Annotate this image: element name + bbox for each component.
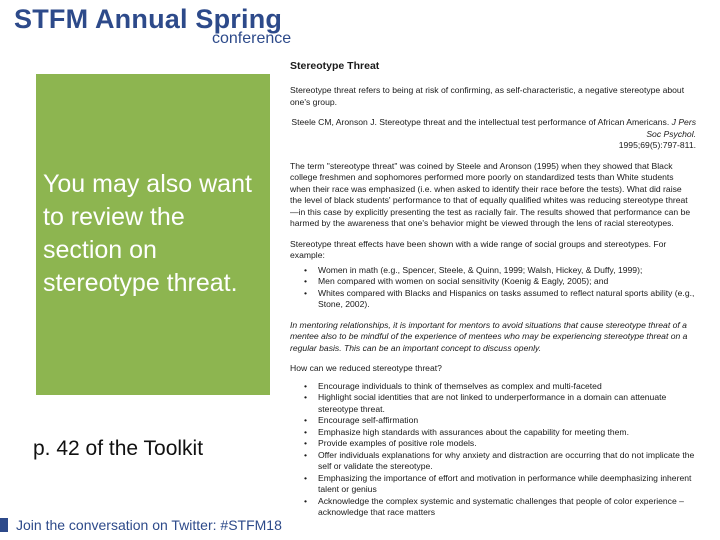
- list-item: • Emphasize high standards with assurances about the capability for meeting them.: [318, 427, 696, 439]
- list-item: • Offer individuals explanations for why anxiety and distraction are occurring that do not implicate the self or validate the stereotype.: [318, 450, 696, 473]
- citation: [290, 117, 696, 152]
- definition-paragraph: Stereotype threat refers to being at risk of confirming, as self-characteristic, a negative stereotype about one's group.: [290, 85, 685, 107]
- footer: [0, 516, 300, 536]
- reduce-question: How can we reduced stereotype threat?: [290, 363, 442, 373]
- effects-list: [290, 265, 696, 311]
- conference-logo: [14, 4, 304, 48]
- list-item: • Encourage self-affirmation: [318, 415, 696, 427]
- list-item: • Acknowledge the complex systemic and systematic challenges that people of color experience – acknowledge that race matters: [318, 496, 696, 519]
- citation-text: Steele CM, Aronson J. Stereotype threat and the intellectual test performance of African Americans.: [291, 117, 672, 127]
- origin-paragraph: The term "stereotype threat" was coined by Steele and Aronson (1995) when they showed that Black college freshmen and sophomores performed more poorly on standardized tests than White students when their race was emphasized (i.e. when asked to identify their race before the tests). What did raise the level of black students' performance to that of equally qualified whites was reducing stereotype threat—in this case by explicitly presenting the test as racially fair. The results showed that performance can be harmed by the awareness that one's behavior might be viewed through the lens of racial stereotypes.: [290, 160, 691, 228]
- twitter-hashtag: Join the conversation on Twitter: #STFM18: [16, 517, 282, 533]
- toolkit-page-reference: p. 42 of the Toolkit: [33, 437, 204, 460]
- citation-journal: J Pers Soc Psychol.: [646, 117, 696, 139]
- document-title: Stereotype Threat: [290, 60, 380, 72]
- strategies-list: [290, 381, 696, 519]
- logo-subtitle: conference: [212, 30, 292, 47]
- list-item: • Provide examples of positive role models.: [318, 438, 696, 450]
- list-item: • Men compared with women on social sensitivity (Koenig & Eagly, 2005); and: [318, 276, 696, 288]
- callout-text: You may also want to review the section on stereotype threat.: [43, 170, 252, 297]
- list-item: • Women in math (e.g., Spencer, Steele, & Quinn, 1999; Walsh, Hickey, & Duffy, 1999);: [318, 265, 696, 277]
- list-item: • Highlight social identities that are not linked to underperformance in a domain can attenuate stereotype threat.: [318, 392, 696, 415]
- list-item: • Emphasizing the importance of effort and motivation in performance while deemphasizing inherent talent or genius: [318, 473, 696, 496]
- document-excerpt: [282, 56, 712, 532]
- mentoring-paragraph: In mentoring relationships, it is important for mentors to avoid situations that cause stereotype threat of a mentee also to be mindful of the experience of mentees who may be experiencing stereotype threat on a regular basis. This can be an important concept to discuss openly.: [290, 319, 688, 353]
- list-item: • Encourage individuals to think of themselves as complex and multi-faceted: [318, 381, 696, 393]
- logo-title: STFM Annual Spring: [14, 4, 283, 34]
- effects-intro: Stereotype threat effects have been shown with a wide range of social groups and stereotypes. For example:: [290, 238, 667, 260]
- callout-box: [36, 74, 270, 395]
- citation-volume: 1995;69(5):797-811.: [618, 140, 696, 150]
- list-item: • Whites compared with Blacks and Hispanics on tasks assumed to reflect natural sports ability (e.g., Stone, 2002).: [318, 288, 696, 311]
- footer-accent-bar: [0, 518, 8, 532]
